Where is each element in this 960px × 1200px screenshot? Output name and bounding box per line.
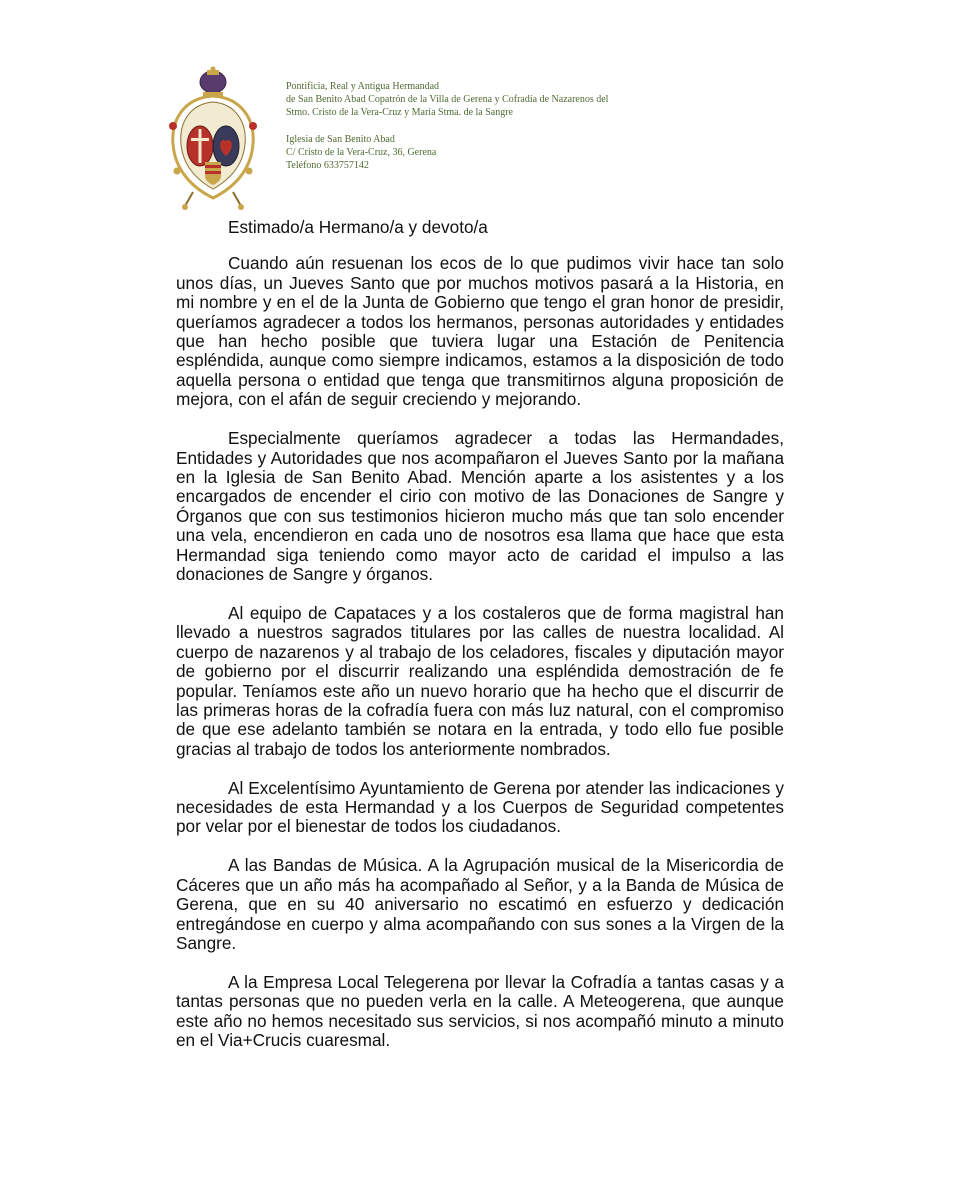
paragraph: Al equipo de Capataces y a los costaleros que de forma magistral han llevado a nuestros sagrados titulares por las calles de nuestra localidad. Al cuerpo de nazarenos y al trabajo de los celadores, fiscales y diputación mayor de gobierno por el discurrir realizando una espléndida demostración de fe popular. Teníamos este año un nuevo horario que ha hecho que el discurrir de las primeras horas de la cofradía fuera con más luz natural, con el compromiso de que ese adelanto también se notara en la entrada, y todo ello fue posible gracias al trabajo de todos los anteriormente nombrados.	[176, 602, 784, 759]
salutation: Estimado/a Hermano/a y devoto/a	[228, 217, 488, 237]
paragraph: Cuando aún resuenan los ecos de lo que pudimos vivir hace tan solo unos días, un Jueves Santo que por muchos motivos pasará a la Historia, en mi nombre y en el de la Junta de Gobierno que tengo el gran honor de presidir, queríamos agradecer a todos los hermanos, personas autoridades y entidades que han hecho posible que tuviera lugar una Estación de Penitencia espléndida, aunque como siempre indicamos, estamos a la disposición de todo aquella persona o entidad que tenga que transmitirnos alguna proposición de mejora, con el afán de seguir creciendo y mejorando.	[176, 253, 784, 410]
letter-body	[176, 218, 784, 1070]
paragraph: Al Excelentísimo Ayuntamiento de Gerena por atender las indicaciones y necesidades de esta Hermandad y a los Cuerpos de Seguridad competentes por velar por el bienestar de todos los ciudadanos.	[176, 777, 784, 837]
address-line: Iglesia de San Benito Abad	[286, 133, 395, 145]
letterhead-line: Pontificia, Real y Antigua Hermandad	[286, 81, 440, 92]
brotherhood-crest-icon	[163, 66, 263, 212]
paragraph: Especialmente queríamos agradecer a todas las Hermandades, Entidades y Autoridades que nos acompañaron el Jueves Santo por la mañana en la Iglesia de San Benito Abad. Mención aparte a los asistentes y a los encargados de encender el cirio con motivo de las Donaciones de Sangre y Órganos que con sus testimonios hicieron mucho más que tan solo encender una vela, encendieron en cada uno de nosotros esa llama que hace que esta Hermandad siga teniendo como mayor acto de caridad el impulso a las donaciones de Sangre y órganos.	[176, 428, 784, 584]
phone-line: Teléfono 633757142	[286, 160, 369, 172]
letterhead-line: de San Benito Abad Copatrón de la Villa de Gerena y Cofradía de Nazarenos del	[286, 94, 609, 106]
address-line: C/ Cristo de la Vera-Cruz, 36, Gerena	[286, 146, 437, 158]
paragraph: A la Empresa Local Telegerena por llevar la Cofradía a tantas casas y a tantas personas que no pueden verla en la calle. A Meteogerena, que aunque este año no hemos necesitado sus servicios, si nos acompañó minuto a minuto en el Via+Crucis cuaresmal.	[176, 971, 784, 1051]
letterhead	[286, 80, 806, 172]
letterhead-line: Stmo. Cristo de la Vera-Cruz y María Stma. de la Sangre	[286, 107, 513, 119]
paragraph: A las Bandas de Música. A la Agrupación musical de la Misericordia de Cáceres que un año más ha acompañado al Señor, y a la Banda de Música de Gerena, que en su 40 aniversario no escatimó en esfuerzo y dedicación entregándose en cuerpo y alma acompañando con sus sones a la Virgen de la Sangre.	[176, 855, 784, 953]
